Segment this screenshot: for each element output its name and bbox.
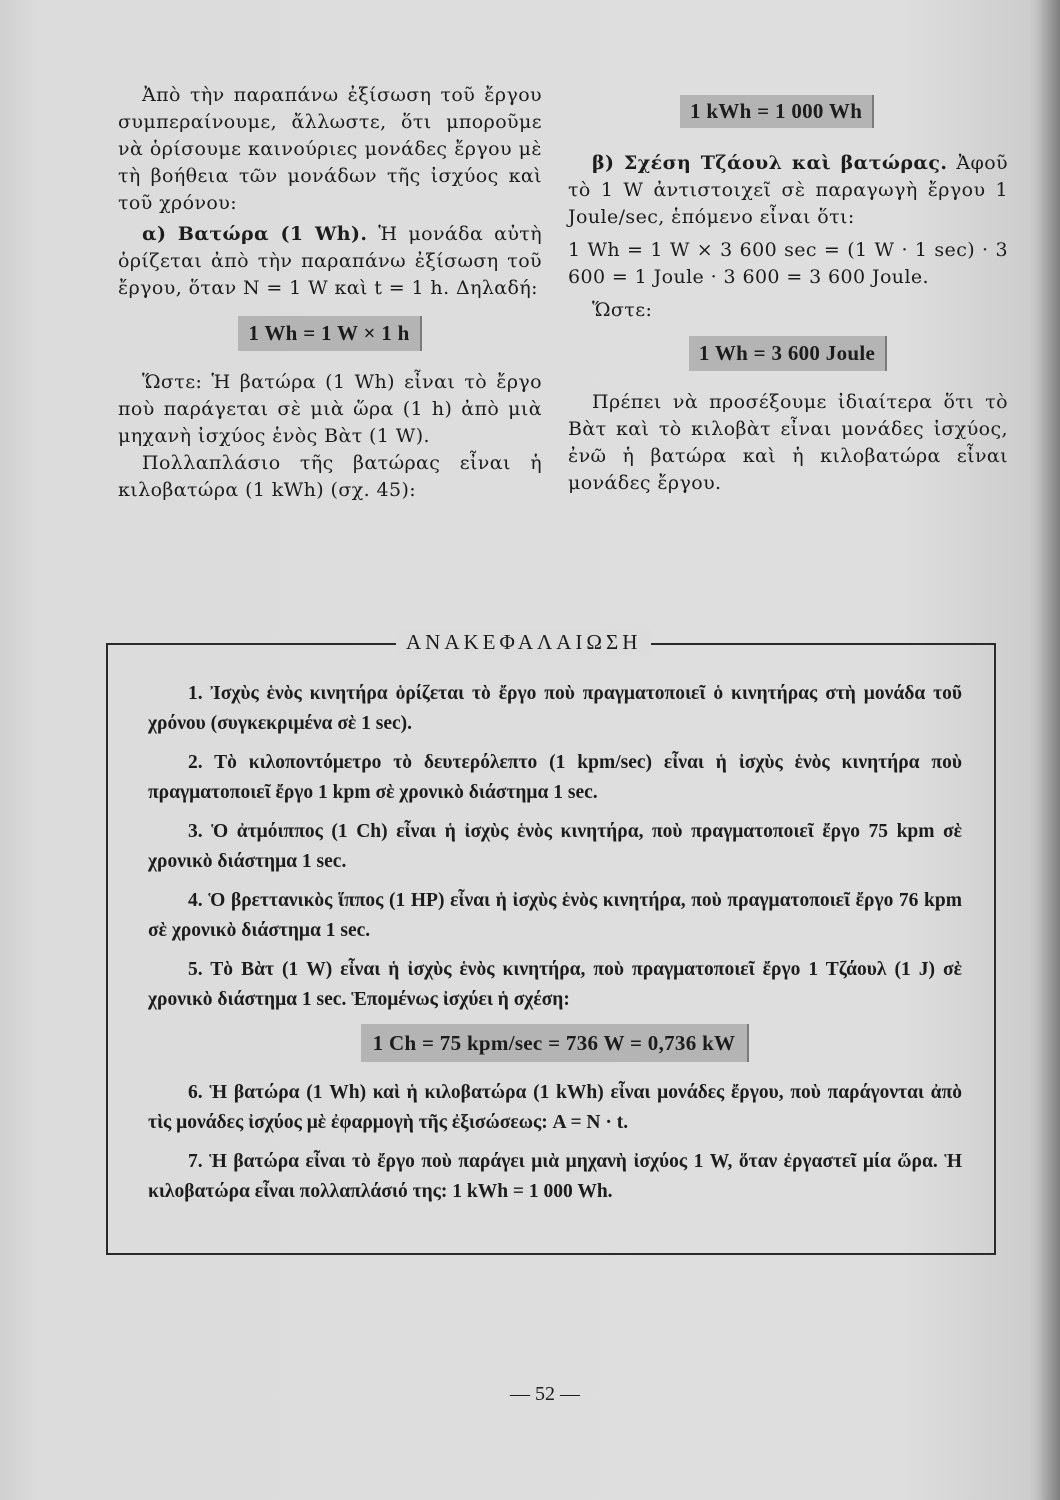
summary-item-2: 2. Τὸ κιλοποντόμετρο τὸ δευτερόλεπτο (1 kpm/sec) εἶναι ἡ ἰσχὺς ἑνὸς κινητήρα ποὺ πραγματοποιεῖ ἔργο 1 kpm σὲ χρονικὸ διάστημα 1 sec. xyxy=(148,752,962,803)
intro-paragraph: Ἀπὸ τὴν παραπάνω ἐξίσωση τοῦ ἔργου συμπεραίνουμε, ἄλλωστε, ὅτι μποροῦμε νὰ ὁρίσουμε καινούριες μονάδες ἔργου μὲ τὴ βοήθεια τῶν μονάδων τῆς ἰσχύος καὶ τοῦ χρόνου: xyxy=(118,84,542,214)
section-a-text: Ἡ μονάδα αὐτὴ ὁρίζεται ἀπὸ τὴν παραπάνω ἐξίσωση τοῦ ἔργου, ὅταν N = 1 W καὶ t = 1 h. Δηλαδή: xyxy=(118,223,542,299)
page-number: — 52 — xyxy=(510,1383,580,1405)
summary-item-5: 5. Τὸ Βὰτ (1 W) εἶναι ἡ ἰσχὺς ἑνὸς κινητήρα, ποὺ πραγματοποιεῖ ἔργο 1 Τζάουλ (1 J) σὲ χρονικὸ διάστημα 1 sec. Ἑπομένως ἰσχύει ἡ σχέση: xyxy=(148,959,962,1010)
left-column xyxy=(118,82,542,504)
summary-item-3: 3. Ὁ ἀτμόιππος (1 Ch) εἶναι ἡ ἰσχὺς ἑνὸς κινητήρα, ποὺ πραγματοποιεῖ ἔργο 75 kpm σὲ χρονικὸ διάστημα 1 sec. xyxy=(148,821,962,872)
summary-item-4: 4. Ὁ βρεττανικὸς ἵππος (1 HP) εἶναι ἡ ἰσχὺς ἑνὸς κινητήρα, ποὺ πραγματοποιεῖ ἔργο 76 kpm σὲ χρονικὸ διάστημα 1 sec. xyxy=(148,890,962,941)
section-b-text: Ἀφοῦ τὸ 1 W ἀντιστοιχεῖ σὲ παραγωγὴ ἔργου 1 Joule/sec, ἑπόμενο εἶναι ὅτι: xyxy=(568,152,1008,228)
formula-wh: 1 Wh = 1 W × 1 h xyxy=(238,316,421,351)
summary-item-1: 1. Ἰσχὺς ἑνὸς κινητήρα ὁρίζεται τὸ ἔργο ποὺ πραγματοποιεῖ ὁ κινητήρας στὴ μονάδα τοῦ χρόνου (συγκεκριμένα σὲ 1 sec). xyxy=(148,683,962,734)
so-label: Ὥστε: xyxy=(592,299,653,321)
note-paragraph: Πρέπει νὰ προσέξουμε ἰδιαίτερα ὅτι τὸ Βὰτ καὶ τὸ κιλοβὰτ εἶναι μονάδες ἰσχύος, ἐνῶ ἡ βατώρα καὶ ἡ κιλοβατώρα εἶναι μονάδες ἔργου. xyxy=(568,391,1008,494)
summary-item-6: 6. Ἡ βατώρα (1 Wh) καὶ ἡ κιλοβατώρα (1 kWh) εἶναι μονάδες ἔργου, ποὺ παράγονται ἀπὸ τὶς μονάδες ἰσχύος μὲ ἐφαρμογὴ τῆς ἐξισώσεως: A = N · t. xyxy=(148,1082,962,1133)
summary-formula: 1 Ch = 75 kpm/sec = 736 W = 0,736 kW xyxy=(361,1024,750,1062)
wh-definition-paragraph: Ὥστε: Ἡ βατώρα (1 Wh) εἶναι τὸ ἔργο ποὺ παράγεται σὲ μιὰ ὥρα (1 h) ἀπὸ μιὰ μηχανὴ ἰσχύος ἑνὸς Βὰτ (1 W). xyxy=(118,371,542,447)
summary-formula-box xyxy=(148,1024,962,1062)
right-column xyxy=(568,150,1008,497)
formula-joule-box xyxy=(568,336,1008,371)
page-edge-shadow xyxy=(1038,0,1060,1500)
kwh-paragraph: Πολλαπλάσιο τῆς βατώρας εἶναι ἡ κιλοβατώρα (1 kWh) (σχ. 45): xyxy=(118,452,542,501)
summary-title: ΑΝΑΚΕΦΑΛΑΙΩΣΗ xyxy=(396,630,651,655)
section-b-paragraph xyxy=(568,150,1008,231)
formula-kwh: 1 kWh = 1 000 Wh xyxy=(680,95,874,128)
summary-item-7: 7. Ἡ βατώρα εἶναι τὸ ἔργο ποὺ παράγει μιὰ μηχανὴ ἰσχύος 1 W, ὅταν ἐργαστεῖ μία ὥρα. Ἡ κιλοβατώρα εἶναι πολλαπλάσιό της: 1 kWh = 1 000 Wh. xyxy=(148,1151,962,1202)
formula-joule: 1 Wh = 3 600 Joule xyxy=(689,336,887,371)
formula-kwh-box xyxy=(680,95,874,128)
section-b-heading: β) Σχέση Τζάουλ καὶ βατώρας. xyxy=(592,152,948,174)
calculation-line: 1 Wh = 1 W × 3 600 sec = (1 W · 1 sec) · 3 600 = 1 Joule · 3 600 = 3 600 Joule. xyxy=(568,239,1008,288)
section-a-paragraph xyxy=(118,221,542,302)
formula-wh-box xyxy=(118,316,542,351)
summary-list xyxy=(148,679,962,1216)
section-a-heading: α) Βατώρα (1 Wh). xyxy=(142,223,368,245)
summary-box xyxy=(106,630,996,1255)
